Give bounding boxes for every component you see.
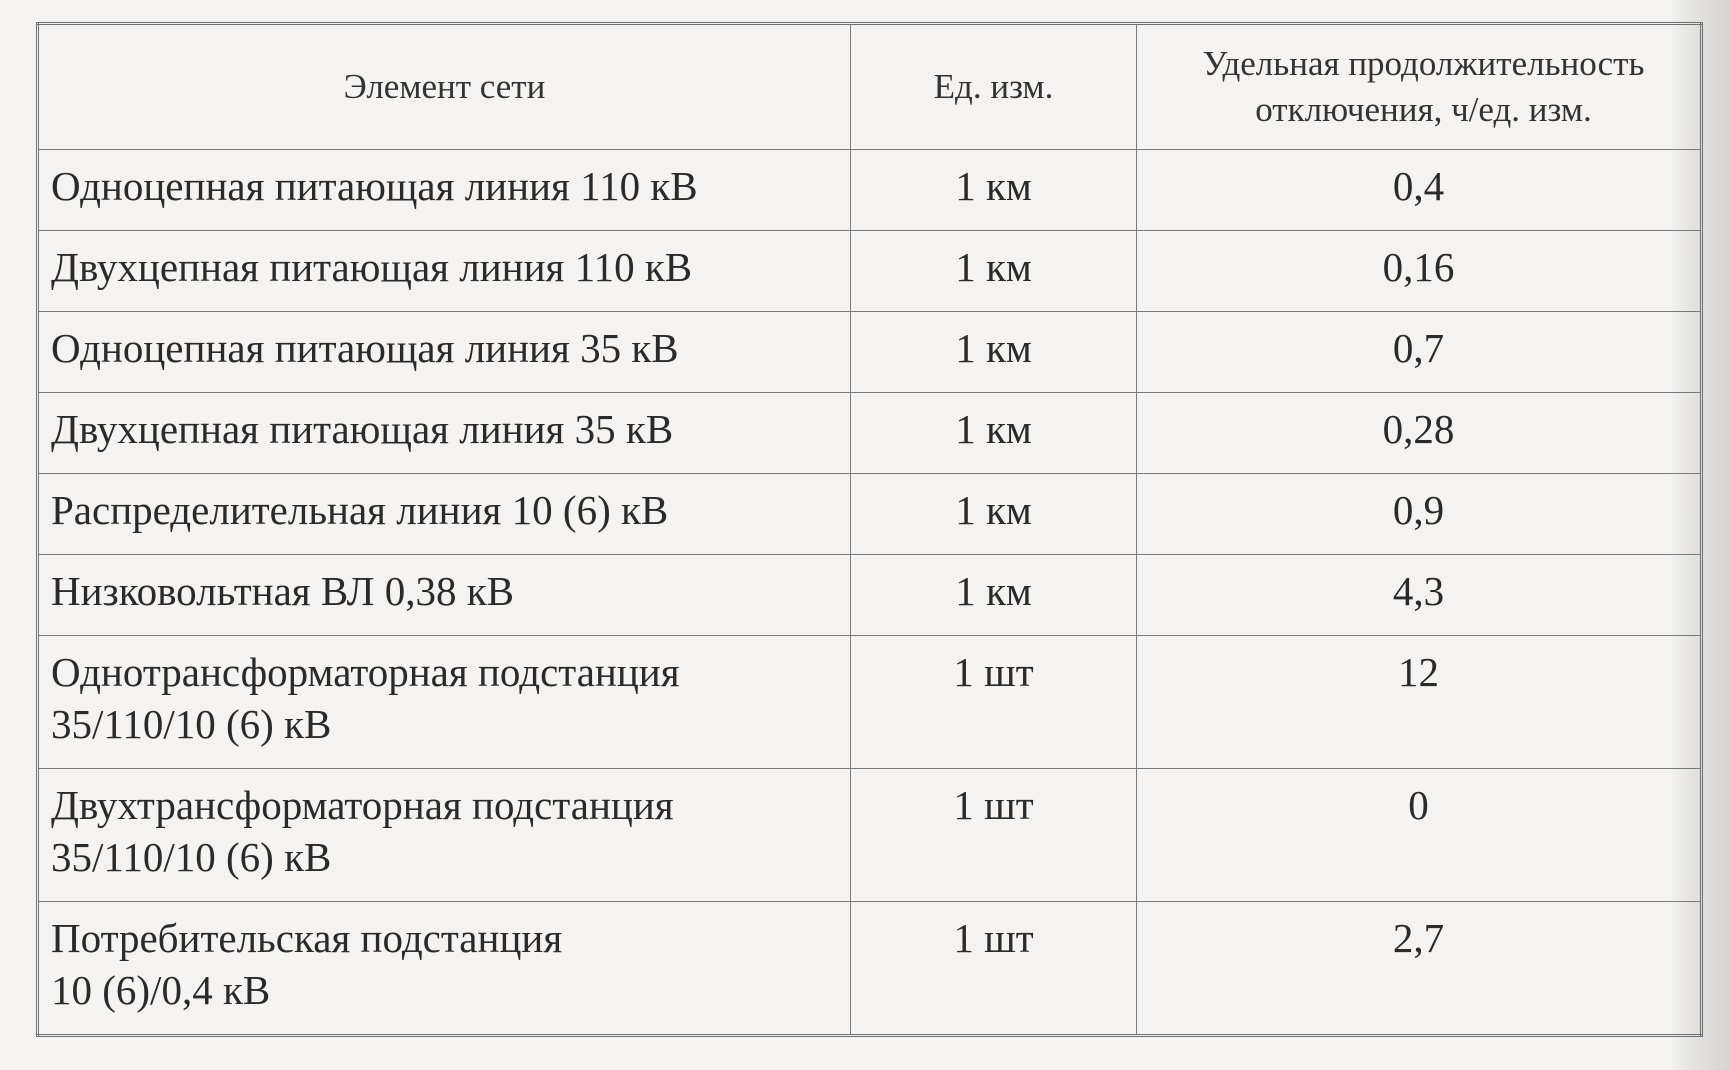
table-row [38,231,1702,312]
cell-value: 4,3 [1137,555,1702,636]
cell-element [38,150,851,231]
cell-element [38,393,851,474]
cell-element [38,769,851,902]
cell-element [38,555,851,636]
table-row [38,312,1702,393]
header-duration-line1: Удельная продолжительность [1202,44,1645,83]
cell-element [38,312,851,393]
cell-element-line1: Двухцепная питающая линия 35 кВ [51,406,674,452]
header-unit: Ед. изм. [851,24,1137,150]
cell-element-line1: Однотрансформаторная подстанция [51,649,680,695]
table-row [38,555,1702,636]
cell-element-line1: Двухцепная питающая линия 110 кВ [51,244,693,290]
cell-element [38,636,851,769]
cell-value: 0,28 [1137,393,1702,474]
cell-element [38,231,851,312]
table-row [38,769,1702,902]
cell-unit: 1 км [851,474,1137,555]
cell-value: 2,7 [1137,902,1702,1036]
cell-element-line1: Потребительская подстанция [51,915,563,961]
header-element: Элемент сети [38,24,851,150]
cell-unit: 1 шт [851,769,1137,902]
table-header-row [38,24,1702,150]
cell-element [38,474,851,555]
cell-element-line2: 10 (6)/0,4 кВ [51,967,271,1013]
outage-duration-table [36,22,1703,1037]
table-row [38,902,1702,1036]
cell-element-line1: Распределительная линия 10 (6) кВ [51,487,669,533]
cell-element-line2: 35/110/10 (6) кВ [51,834,332,880]
cell-element-line1: Одноцепная питающая линия 35 кВ [51,325,679,371]
table-row [38,636,1702,769]
cell-value: 0 [1137,769,1702,902]
cell-value: 0,9 [1137,474,1702,555]
header-duration-line2: отключения, ч/ед. изм. [1255,90,1592,129]
cell-element [38,902,851,1036]
cell-value: 0,7 [1137,312,1702,393]
cell-value: 0,16 [1137,231,1702,312]
cell-unit: 1 км [851,150,1137,231]
cell-unit: 1 шт [851,636,1137,769]
header-duration [1137,24,1702,150]
cell-value: 12 [1137,636,1702,769]
cell-unit: 1 км [851,312,1137,393]
cell-unit: 1 км [851,231,1137,312]
cell-value: 0,4 [1137,150,1702,231]
cell-unit: 1 км [851,393,1137,474]
table-row [38,393,1702,474]
table-row [38,150,1702,231]
cell-unit: 1 км [851,555,1137,636]
cell-element-line1: Низковольтная ВЛ 0,38 кВ [51,568,514,614]
cell-unit: 1 шт [851,902,1137,1036]
cell-element-line1: Одноцепная питающая линия 110 кВ [51,163,698,209]
cell-element-line2: 35/110/10 (6) кВ [51,701,332,747]
table-row [38,474,1702,555]
cell-element-line1: Двухтрансформаторная подстанция [51,782,674,828]
table-container [36,22,1700,1037]
